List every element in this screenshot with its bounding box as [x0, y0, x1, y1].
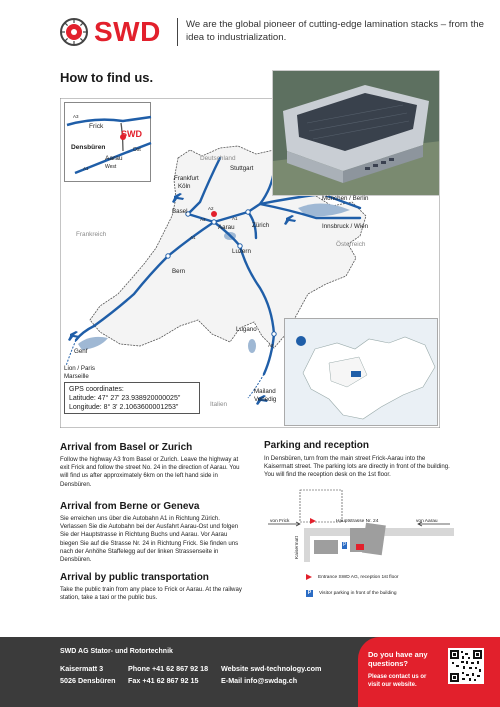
text-berne-geneva: Sie erreichen uns über die Autobahn A1 in Richtung Zürich. Verlassen Sie die Autobahn bei der Ausfahrt Aarau-Ost und folgen Sie der Hauptstrasse in Richtung Buchs und Aarau. Vor Aarau biegen Sie auf die Strasse Nr. 24 in Richtung Frick. Sie finden uns nach der Anhöhe Staffelegg auf der linken Strassenseite in Densbüren.	[60, 515, 239, 564]
text-parking: In Densbüren, turn from the main street Frick-Aarau into the Kaisermatt street. The parking lots are directly in front of the building. You will find the reception desk on the 1st floor.	[264, 455, 450, 479]
header-divider	[177, 18, 178, 46]
motorway-a1: A1	[232, 216, 238, 221]
city-munchen: München / Berlin	[322, 195, 369, 202]
country-austria: Österreich	[336, 241, 366, 248]
country-germany: Deutschland	[200, 155, 236, 162]
heading-public-transport: Arrival by public transportation	[60, 572, 209, 583]
entrance-arrow-icon	[306, 574, 312, 580]
inset-brand: SWD	[121, 129, 142, 139]
city-mailand: Mailand	[254, 388, 276, 395]
footer-street: Kaisermatt 3	[60, 664, 104, 673]
site-von-aarau: von Aarau	[416, 519, 438, 524]
motorway-a3: A3	[200, 217, 206, 222]
cta-subtext: Please contact us or visit our website.	[368, 674, 427, 688]
city-koln: Köln	[178, 183, 191, 190]
footer-company: SWD AG Stator- und Rotortechnik	[60, 648, 173, 655]
page-header	[60, 16, 484, 50]
legend-entrance-label: Entrance SWD AG, reception 1st floor	[318, 574, 399, 580]
text-public-transport: Take the public train from any place to Frick or Aarau. At the railway station, take a taxi or the public bus.	[60, 586, 242, 602]
city-aarau: Aarau	[218, 224, 235, 231]
swd-logo-icon	[60, 18, 88, 46]
text-basel-zurich: Follow the highway A3 from Basel or Zurich. Leave the highway at exit Frick and follow the street No. 24 in the direction of Aarau. You will find us after approximately 6km on the left hand side in Densbüren.	[60, 456, 240, 488]
city-frankfurt: Frankfurt	[174, 175, 199, 182]
europe-map-graphic	[285, 319, 438, 426]
country-italy: Italien	[210, 401, 228, 408]
country-france: Frankreich	[76, 231, 107, 238]
inset-west: West	[105, 164, 117, 170]
qr-code-icon[interactable]	[448, 648, 484, 684]
city-lugano: Lugano	[236, 326, 257, 333]
gps-coordinates-box	[64, 382, 200, 414]
city-basel: Basel	[172, 208, 188, 215]
brand-name: SWD	[94, 16, 161, 47]
city-innsbruck: Innsbruck / Wien	[322, 223, 369, 230]
gps-longitude: Longitude: 8° 3' 2.1063600001253"	[69, 404, 179, 411]
footer-city: 5026 Densbüren	[60, 676, 116, 685]
city-zurich: Zürich	[252, 222, 270, 229]
site-plan	[264, 482, 454, 562]
footer-fax: Fax +41 62 867 92 15	[128, 676, 199, 685]
building-aerial-graphic	[273, 71, 440, 196]
inset-ost: Ost	[133, 147, 141, 153]
europe-inset-map	[284, 318, 438, 426]
page-title: How to find us.	[60, 70, 154, 85]
footer-phone: Phone +41 62 867 92 18	[128, 664, 209, 673]
city-venedig: Venedig	[254, 396, 277, 403]
city-genf: Genf	[74, 348, 88, 355]
cta-question: Do you have any questions?	[368, 650, 428, 668]
legend-parking-label: Visitor parking in front of the building	[319, 591, 397, 596]
heading-basel-zurich: Arrival from Basel or Zurich	[60, 442, 193, 453]
motorway-a2: A2	[208, 206, 214, 211]
inset-a3: A3	[73, 114, 79, 119]
inset-frick: Frick	[89, 123, 104, 130]
tagline: We are the global pioneer of cutting-edge lamination stacks – from the idea to industrialization.	[186, 19, 484, 43]
legend-parking	[306, 590, 397, 597]
city-luzern: Luzern	[232, 248, 251, 255]
inset-densburen: Densbüren	[71, 144, 106, 151]
city-bern: Bern	[172, 268, 186, 275]
location-map	[60, 98, 440, 428]
heading-parking: Parking and reception	[264, 440, 370, 451]
qr-code-graphic	[450, 650, 482, 682]
motorway-a1-west: A1	[190, 235, 196, 240]
city-marseille: Marseille	[64, 373, 89, 380]
city-stuttgart: Stuttgart	[230, 165, 254, 172]
site-hauptstrasse: Hauptstrasse Nr. 24	[336, 519, 379, 524]
inset-a1: A1	[83, 166, 89, 171]
legend-entrance	[306, 574, 399, 580]
gps-label: GPS coordinates:	[69, 386, 124, 393]
parking-icon: P	[307, 590, 312, 596]
site-parking-symbol: P	[343, 542, 347, 548]
inset-aarau: Aarau	[105, 155, 123, 162]
gps-latitude: Latitude: 47° 27' 23.938920000025"	[69, 395, 181, 402]
site-von-frick: von Frick	[270, 519, 290, 524]
city-lion: Lion / Paris	[64, 365, 95, 372]
regional-inset-map	[64, 102, 151, 182]
heading-berne-geneva: Arrival from Berne or Geneva	[60, 501, 200, 512]
site-kaisermatt: Kaisermatt	[294, 536, 300, 559]
building-photo	[272, 70, 440, 196]
footer-website-link[interactable]: Website swd-technology.com	[221, 664, 322, 673]
motorway-a2-south: A2	[268, 343, 274, 348]
footer-email-link[interactable]: E-Mail info@swdag.ch	[221, 676, 298, 685]
